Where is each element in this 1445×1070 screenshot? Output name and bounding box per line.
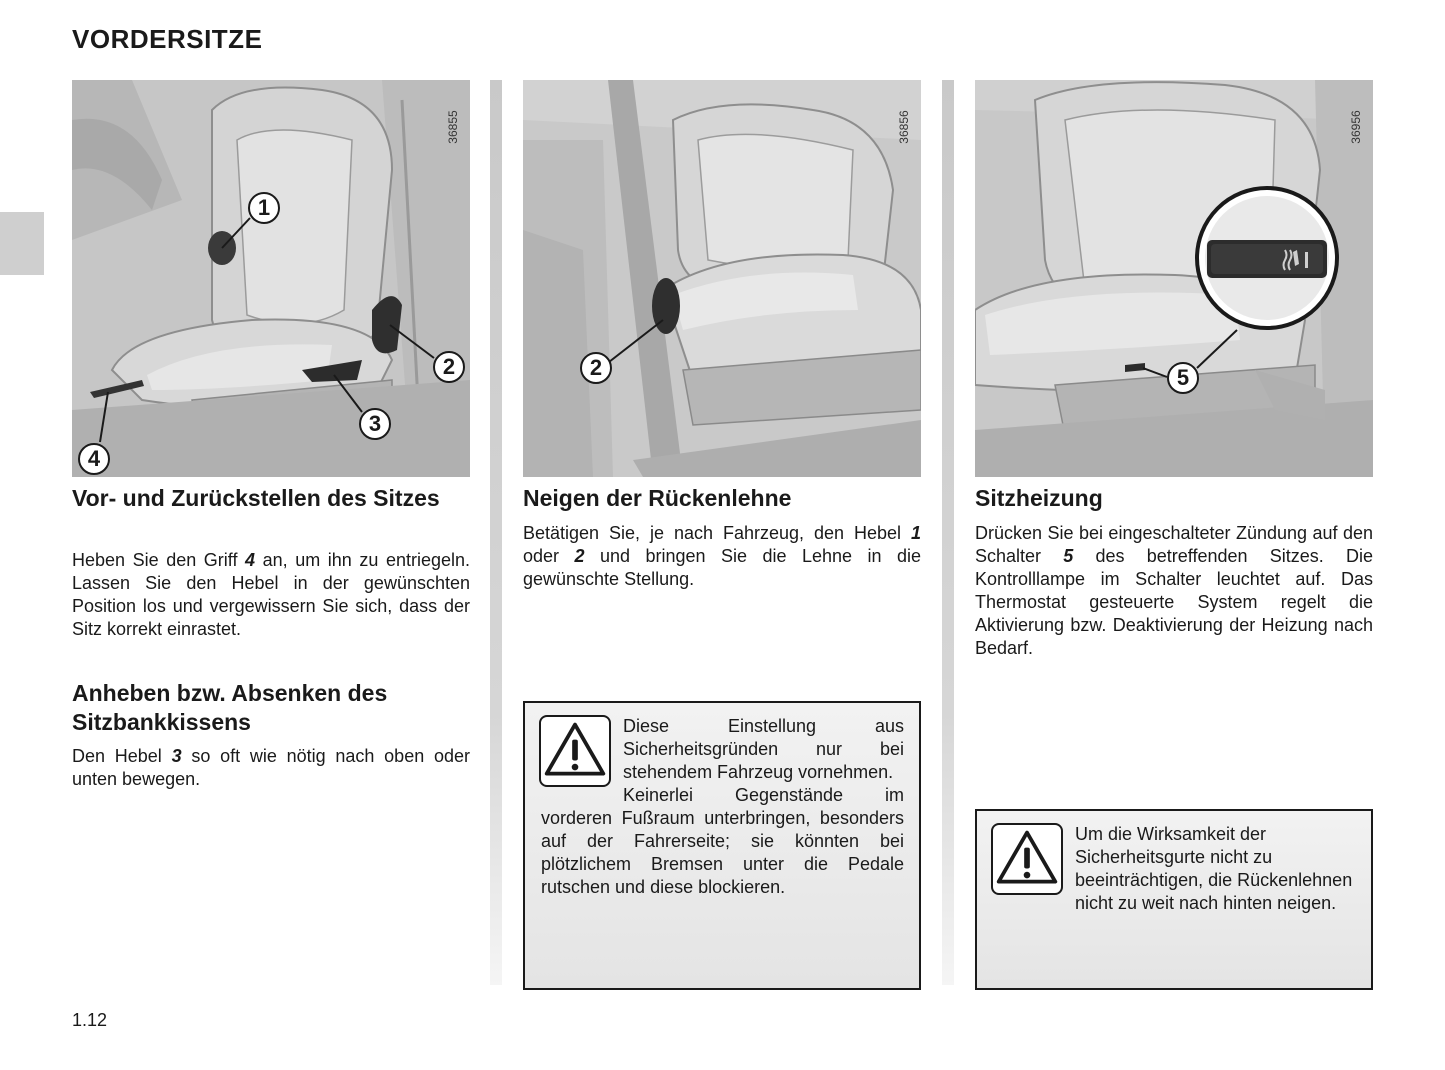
warning-text-part-2: Keinerlei Gegenstände im vorderen Fußraum unterbringen, besonders auf der Fahrerseite; sie könnten bei plötzlichem Bremsen unter die Pedale rutschen und diese blockieren.: [541, 785, 904, 897]
column-divider: [942, 80, 954, 985]
page-title: VORDERSITZE: [72, 24, 263, 54]
column-divider: [490, 80, 502, 985]
callout-5: 5: [1167, 362, 1199, 394]
warning-triangle-icon: [991, 823, 1063, 895]
warning-text: Um die Wirksamkeit der Sicherheitsgurte nicht zu beeinträchtigen, die Rückenlehnen nicht zu weit nach hinten neigen.: [1075, 824, 1353, 913]
callout-2: 2: [433, 351, 465, 383]
figure-code: 36956: [1349, 110, 1363, 144]
warning-text-part-1: Diese Einstellung aus Sicherheitsgründen nur bei stehendem Fahrzeug vornehmen.: [623, 716, 904, 782]
figure-backrest-tilt: [523, 80, 921, 477]
callout-3: 3: [359, 408, 391, 440]
warning-box-seat-heating: [975, 809, 1373, 990]
figure-seat-adjustment: [72, 80, 470, 477]
text-backrest: Betätigen Sie, je nach Fahrzeug, den Hebel 1 oder 2 und bringen Sie die Lehne in die gewünschte Stellung.: [523, 523, 921, 589]
text-seat-heating: Drücken Sie bei eingeschalteter Zündung auf den Schalter 5 des betreffenden Sitzes. Die Kontrolllampe im Schalter leuchtet auf. Das Thermostat gesteuerte System regelt die Aktivierung bzw. Deaktivierung der Heizung nach Bedarf.: [975, 523, 1373, 658]
warning-triangle-icon: [539, 715, 611, 787]
heading-backrest: Neigen der Rückenlehne: [523, 485, 792, 511]
figure-seat-heating: [975, 80, 1373, 477]
warning-box-backrest: [523, 701, 921, 990]
seat-illustration: [72, 80, 470, 477]
callout-2: 2: [580, 352, 612, 384]
callout-4: 4: [78, 443, 110, 475]
page-number: 1.12: [72, 1010, 108, 1030]
chapter-tab: [0, 212, 44, 275]
text-seat-position: Heben Sie den Griff 4 an, um ihn zu entriegeln. Lassen Sie den Hebel in der gewünschten Position los und vergewissern Sie sich, dass der Sitz korrekt einrastet.: [72, 550, 470, 639]
callout-1: 1: [248, 192, 280, 224]
seat-illustration: [523, 80, 921, 477]
heading-seat-heating: Sitzheizung: [975, 485, 1103, 511]
figure-code: 36855: [446, 110, 460, 144]
seat-illustration: [975, 80, 1373, 477]
heading-seat-position: Vor- und Zurückstellen des Sitzes: [72, 485, 440, 511]
figure-code: 36856: [897, 110, 911, 144]
heading-cushion-height: Anheben bzw. Absenken des Sitzbankkissens: [72, 680, 388, 735]
text-cushion-height: Den Hebel 3 so oft wie nötig nach oben oder unten bewegen.: [72, 746, 470, 789]
